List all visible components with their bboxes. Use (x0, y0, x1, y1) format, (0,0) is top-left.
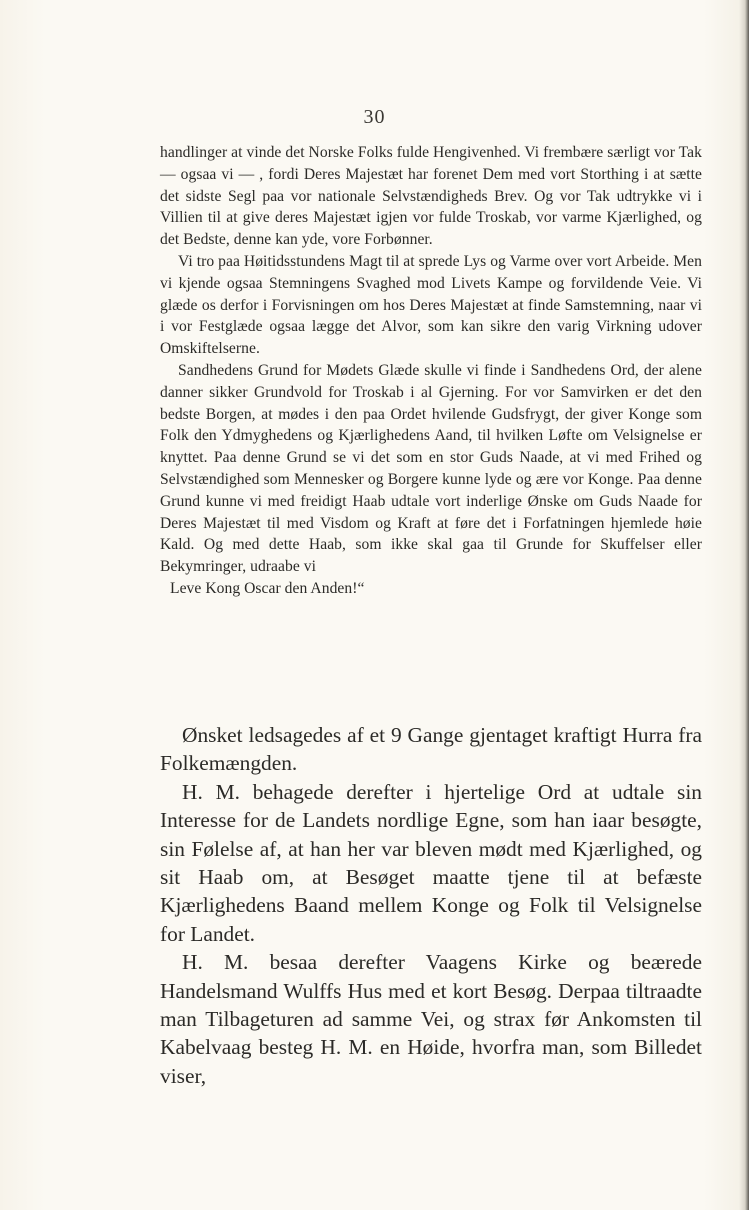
narrative-text-block (160, 721, 702, 1090)
speech-closing-line: Leve Kong Oscar den Anden!“ (170, 579, 365, 597)
speech-paragraph: Sandhedens Grund for Mødets Glæde skulle vi finde i Sandhedens Ord, der alene danner sikker Grundvold for Troskab i al Gjerning. For vor Samvirken er det den bedste Borgen, at mødes i den paa Ordet hvilende Gudsfrygt, der giver Konge som Folk den Ydmyghedens og Kjærlighedens Aand, til hvilken Løfte om Velsignelse er knyttet. Paa denne Grund se vi det som en stor Guds Naade, at vi med Frihed og Selvstændighed som Mennesker og Borgere kunne lyde og ære vor Konge. Paa denne Grund kunne vi med freidigt Haab udtale vort inderlige Ønske om Guds Naade for Deres Majestæt til med Visdom og Kraft at føre det i Forfatningen hjemlede høie Kald. Og med dette Haab, som ikke skal gaa til Grunde for Skuffelser eller Bekymringer, udraabe vi (160, 361, 702, 576)
narrative-paragraph: H. M. behagede derefter i hjertelige Ord at udtale sin Interesse for de Landets nordlige Egne, som han iaar besøgte, sin Følelse af, at han her var bleven mødt med Kjærlighed, og sit Haab om, at Besøget maatte tjene til at befæste Kjærlighedens Baand mellem Konge og Folk til Velsignelse for Landet. (160, 779, 702, 946)
speech-paragraph: handlinger at vinde det Norske Folks fulde Hengivenhed. Vi frembære særligt vor Tak — ogsaa vi — , fordi Deres Majestæt har forenet Dem med vort Storthing i at sætte det sidste Segl paa vor nationale Selvstændigheds Brev. Og vor Tak udtrykke vi i Villien til at give deres Majestæt igjen vor fulde Troskab, vor varme Kjærlighed, og det Bedste, denne kan yde, vore Forbønner. (160, 144, 702, 249)
speech-text-block (160, 142, 702, 600)
speech-paragraph: Vi tro paa Høitidsstundens Magt til at sprede Lys og Varme over vort Arbeide. Men vi kjende ogsaa Stemningens Svaghed mod Livets Kampe og forvildende Veie. Vi glæde os derfor i Forvisningen om hos Deres Majestæt at finde Samstemning, naar vi i vor Festglæde ogsaa lægge det Alvor, som kan sikre den varig Virkning udover Omskiftelserne. (160, 252, 702, 358)
page-edge-shadow (739, 0, 749, 1210)
narrative-paragraph: Ønsket ledsagedes af et 9 Gange gjentaget kraftigt Hurra fra Folkemængden. (160, 723, 702, 776)
narrative-paragraph: H. M. besaa derefter Vaagens Kirke og beærede Handelsmand Wulffs Hus med et kort Besøg. Derpaa tiltraadte man Tilbageturen ad samme Vei, og strax før Ankomsten til Kabelvaag besteg H. M. en Høide, hvorfra man, som Billedet viser, (160, 950, 702, 1088)
page-number: 30 (363, 106, 386, 128)
